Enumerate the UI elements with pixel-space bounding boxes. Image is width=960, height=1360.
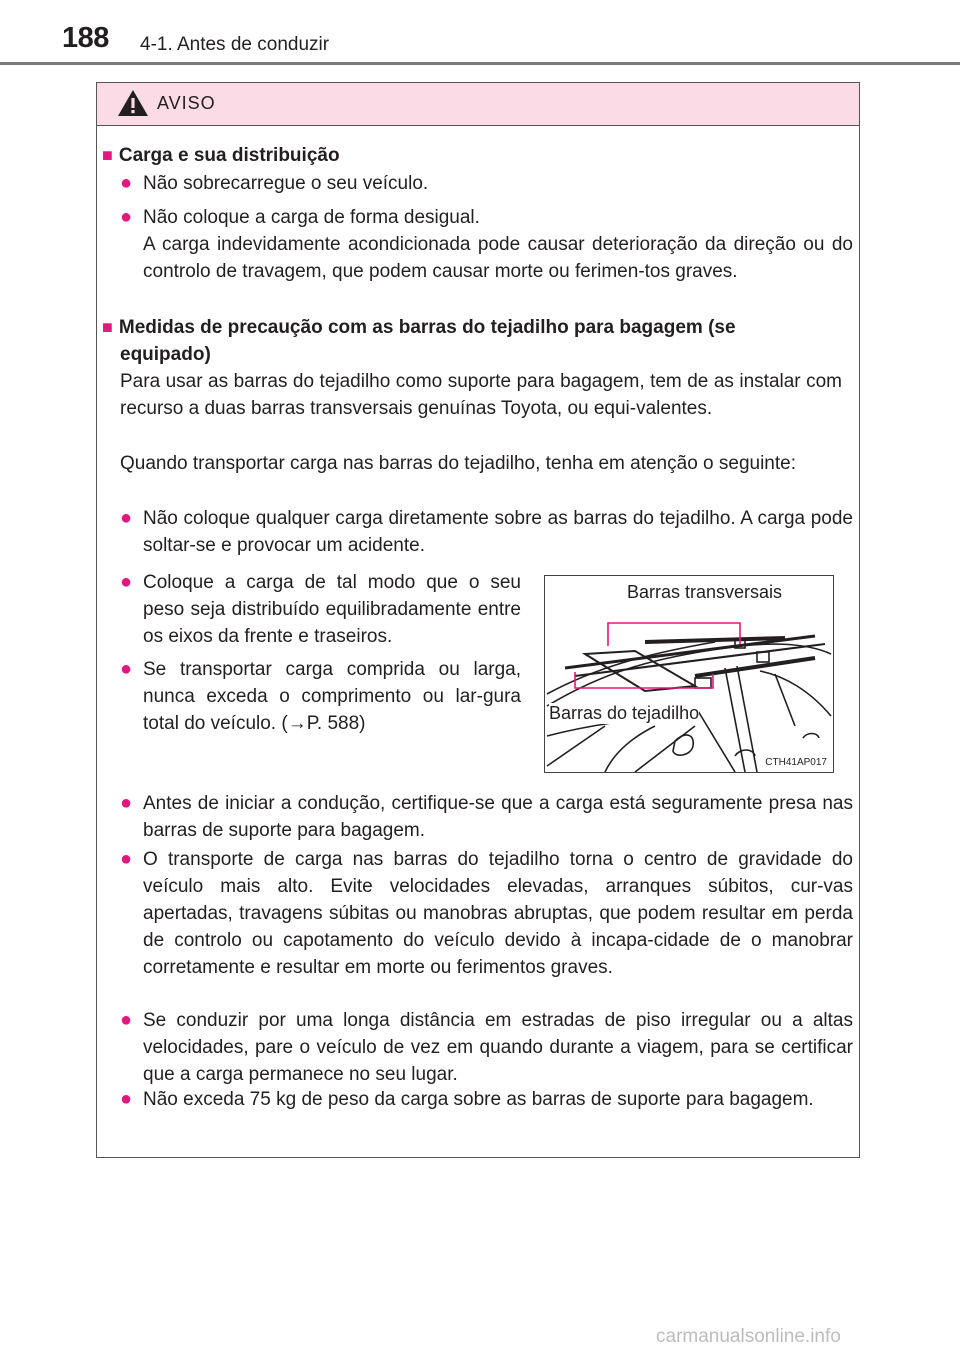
bullet-text: Antes de iniciar a condução, certifique-se que a carga está seguramente presa nas barras de suporte para bagagem. bbox=[143, 793, 853, 841]
circle-bullet-icon: ● bbox=[120, 848, 133, 870]
warning-header bbox=[97, 83, 859, 126]
square-bullet-icon: ■ bbox=[102, 145, 113, 165]
bullet-text: Coloque a carga de tal modo que o seu peso seja distribuído equilibradamente entre os eixos da frente e traseiros. bbox=[143, 572, 521, 647]
section-heading-load: ■ Carga e sua distribuição bbox=[102, 145, 340, 166]
circle-bullet-icon: ● bbox=[120, 507, 133, 529]
bullet-text: Não coloque qualquer carga diretamente sobre as barras do tejadilho. A carga pode soltar-se e provocar um acidente. bbox=[143, 508, 853, 556]
page-header bbox=[0, 0, 960, 64]
circle-bullet-icon: ● bbox=[120, 206, 133, 228]
label-cross-bars: Barras transversais bbox=[627, 582, 783, 602]
circle-bullet-icon: ● bbox=[120, 1088, 133, 1110]
section-heading-roof-bars-cont: equipado) bbox=[120, 344, 211, 365]
page-number: 188 bbox=[62, 22, 109, 54]
label-roof-rails: Barras do tejadilho bbox=[549, 703, 700, 723]
section-title: 4-1. Antes de conduzir bbox=[140, 34, 330, 55]
figure-code: CTH41AP017 bbox=[765, 757, 827, 768]
section-heading-roof-bars: ■ Medidas de precaução com as barras do tejadilho para bagagem (se bbox=[102, 317, 736, 338]
warning-triangle-icon bbox=[117, 89, 149, 117]
circle-bullet-icon: ● bbox=[120, 571, 133, 593]
warning-title: AVISO bbox=[157, 93, 216, 113]
bullet-text: Não coloque a carga de forma desigual. bbox=[143, 207, 480, 228]
bullet-text: Não sobrecarregue o seu veículo. bbox=[143, 173, 429, 194]
car-roof-drawing bbox=[545, 576, 833, 772]
bullet-text: O transporte de carga nas barras do tejadilho torna o centro de gravidade do veículo mais alto. Evite velocidades elevadas, arranques súbitos, cur-vas apertadas, travagens súbitas ou manobras abruptas, que podem resultar em perda de controlo ou capotamento do veículo devido à incapa-cidade de o manobrar corretamente e resultar em morte ou ferimentos graves. bbox=[143, 849, 853, 978]
bullet-text: Não exceda 75 kg de peso da carga sobre as barras de suporte para bagagem. bbox=[143, 1089, 814, 1110]
paragraph: Quando transportar carga nas barras do tejadilho, tenha em atenção o seguinte: bbox=[120, 453, 796, 474]
watermark: carmanualsonline.info bbox=[656, 1326, 841, 1347]
bullet-text: Se conduzir por uma longa distância em estradas de piso irregular ou a altas velocidades, pare o veículo de vez em quando durante a viagem, para se certificar que a carga permanece no seu lugar. bbox=[143, 1010, 853, 1085]
circle-bullet-icon: ● bbox=[120, 172, 133, 194]
roof-rack-illustration bbox=[544, 575, 834, 773]
header-divider bbox=[0, 62, 960, 65]
square-bullet-icon: ■ bbox=[102, 317, 113, 337]
circle-bullet-icon: ● bbox=[120, 658, 133, 680]
paragraph: Para usar as barras do tejadilho como suporte para bagagem, tem de as instalar com recurso a duas barras transversais genuínas Toyota, ou equi-valentes. bbox=[120, 371, 842, 419]
circle-bullet-icon: ● bbox=[120, 792, 133, 814]
circle-bullet-icon: ● bbox=[120, 1009, 133, 1031]
bullet-text: Se transportar carga comprida ou larga, nunca exceda o comprimento ou lar-gura total do veículo. (→P. 588) bbox=[143, 659, 521, 734]
bullet-continuation: A carga indevidamente acondicionada pode causar deterioração da direção ou do controlo de travagem, que podem causar morte ou ferimen-tos graves. bbox=[143, 234, 853, 282]
